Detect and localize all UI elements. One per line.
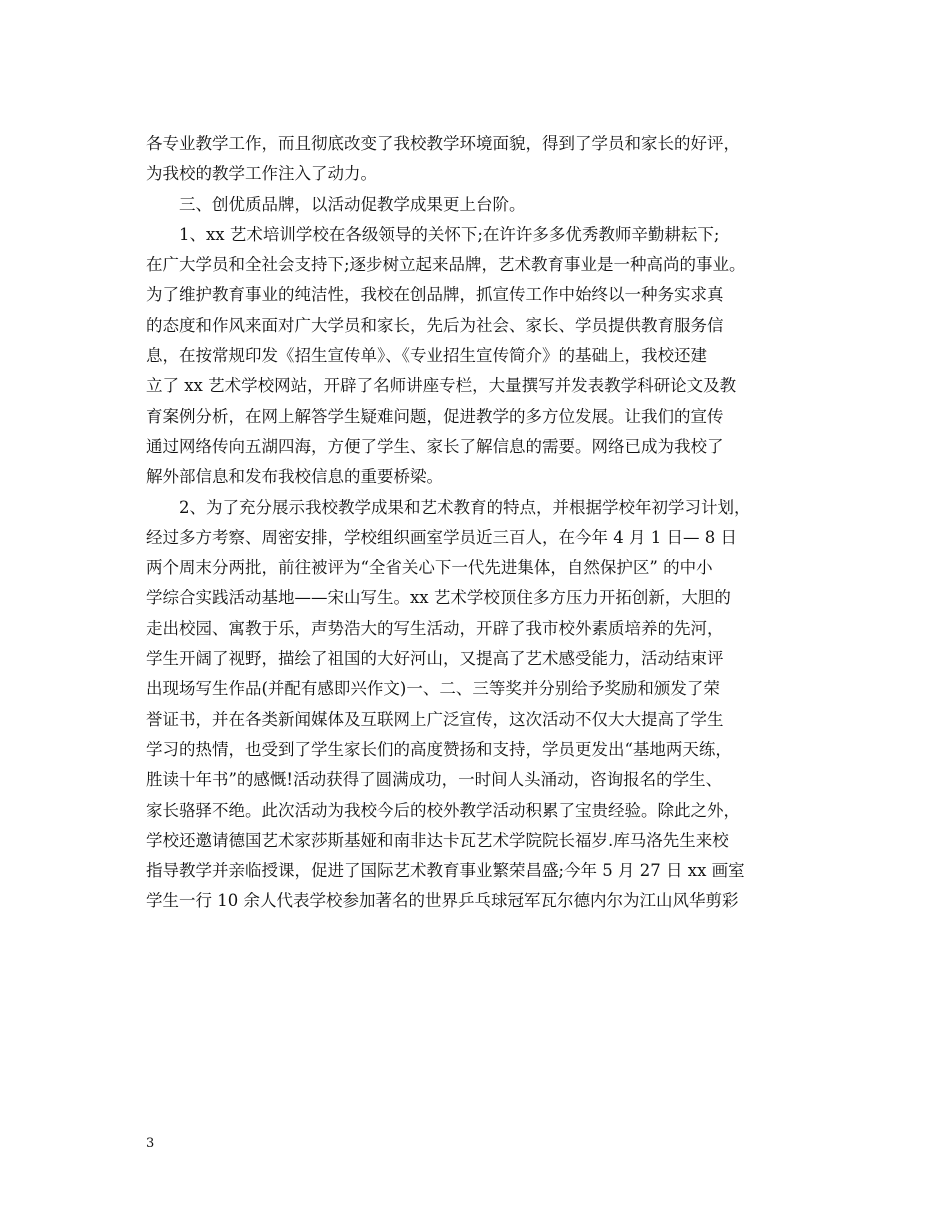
text-line: 为了维护教育事业的纯洁性，我校在创品牌，抓宣传工作中始终以一种务实求真 <box>146 285 724 305</box>
text-line: 立了 xx 艺术学校网站，开辟了名师讲座专栏，大量撰写并发表教学科研论文及教 <box>146 376 737 396</box>
text-line: 学习的热情，也受到了学生家长们的高度赞扬和支持，学员更发出“基地两天练， <box>146 739 732 759</box>
section-heading: 三、创优质品牌，以活动促教学成果更上台阶。 <box>179 194 526 214</box>
body-text <box>146 129 816 917</box>
text-line: 在广大学员和全社会支持下;逐步树立起来品牌，艺术教育事业是一种高尚的事业。 <box>146 255 746 275</box>
text-line: 各专业教学工作，而且彻底改变了我校教学环境面貌，得到了学员和家长的好评， <box>146 134 740 153</box>
text-line: 为我校的教学工作注入了动力。 <box>146 164 377 184</box>
paragraph-start-line: 2、为了充分展示我校教学成果和艺术教育的特点，并根据学校年初学习计划， <box>179 497 751 517</box>
text-line: 走出校园、寓教于乐，声势浩大的写生活动，开辟了我市校外素质培养的先河， <box>146 618 724 638</box>
text-line: 学生开阔了视野，描绘了祖国的大好河山，又提高了艺术感受能力，活动结束评 <box>146 649 724 669</box>
text-line: 学校还邀请德国艺术家莎斯基娅和南非达卡瓦艺术学院院长福岁.库马洛先生来校 <box>146 830 729 850</box>
text-line: 出现场写生作品(并配有感即兴作文)一、二、三等奖并分别给予奖励和颁发了荣 <box>146 679 720 699</box>
text-line: 学综合实践活动基地——宋山写生。xx 艺术学校顶住多方压力开拓创新，大胆的 <box>146 588 731 608</box>
page-number: 3 <box>146 1136 155 1151</box>
paragraph-start-line: 1、xx 艺术培训学校在各级领导的关怀下;在许许多多优秀教师辛勤耕耘下; <box>179 224 720 244</box>
text-line: 誉证书，并在各类新闻媒体及互联网上广泛宣传，这次活动不仅大大提高了学生 <box>146 709 724 729</box>
text-line: 两个周末分两批，前往被评为“全省关心下一代先进集体，自然保护区” 的中小 <box>146 558 713 578</box>
text-line: 息，在按常规印发《招生宣传单》、《专业招生宣传简介》的基础上，我校还建 <box>146 346 707 366</box>
text-line: 家长骆驿不绝。此次活动为我校今后的校外教学活动积累了宝贵经验。除此之外， <box>146 800 740 820</box>
text-line: 通过网络传向五湖四海，方便了学生、家长了解信息的需要。网络已成为我校了 <box>146 436 724 456</box>
text-line: 指导教学并亲临授课，促进了国际艺术教育事业繁荣昌盛;今年 5 月 27 日 xx 画室 <box>146 861 745 881</box>
text-line: 学生一行 10 余人代表学校参加著名的世界乒乓球冠军瓦尔德内尔为江山风华剪彩 <box>146 891 739 911</box>
text-line: 育案例分析，在网上解答学生疑难问题，促进教学的多方位发展。让我们的宣传 <box>146 406 724 426</box>
text-line: 的态度和作风来面对广大学员和家长，先后为社会、家长、学员提供教育服务信 <box>146 315 724 335</box>
text-line: 解外部信息和发布我校信息的重要桥梁。 <box>146 467 443 487</box>
text-line: 胜读十年书”的感慨!活动获得了圆满成功，一时间人头涌动，咨询报名的学生、 <box>146 770 723 790</box>
text-line: 经过多方考察、周密安排，学校组织画室学员近三百人，在今年 4 月 1 日— 8 日 <box>146 527 737 547</box>
